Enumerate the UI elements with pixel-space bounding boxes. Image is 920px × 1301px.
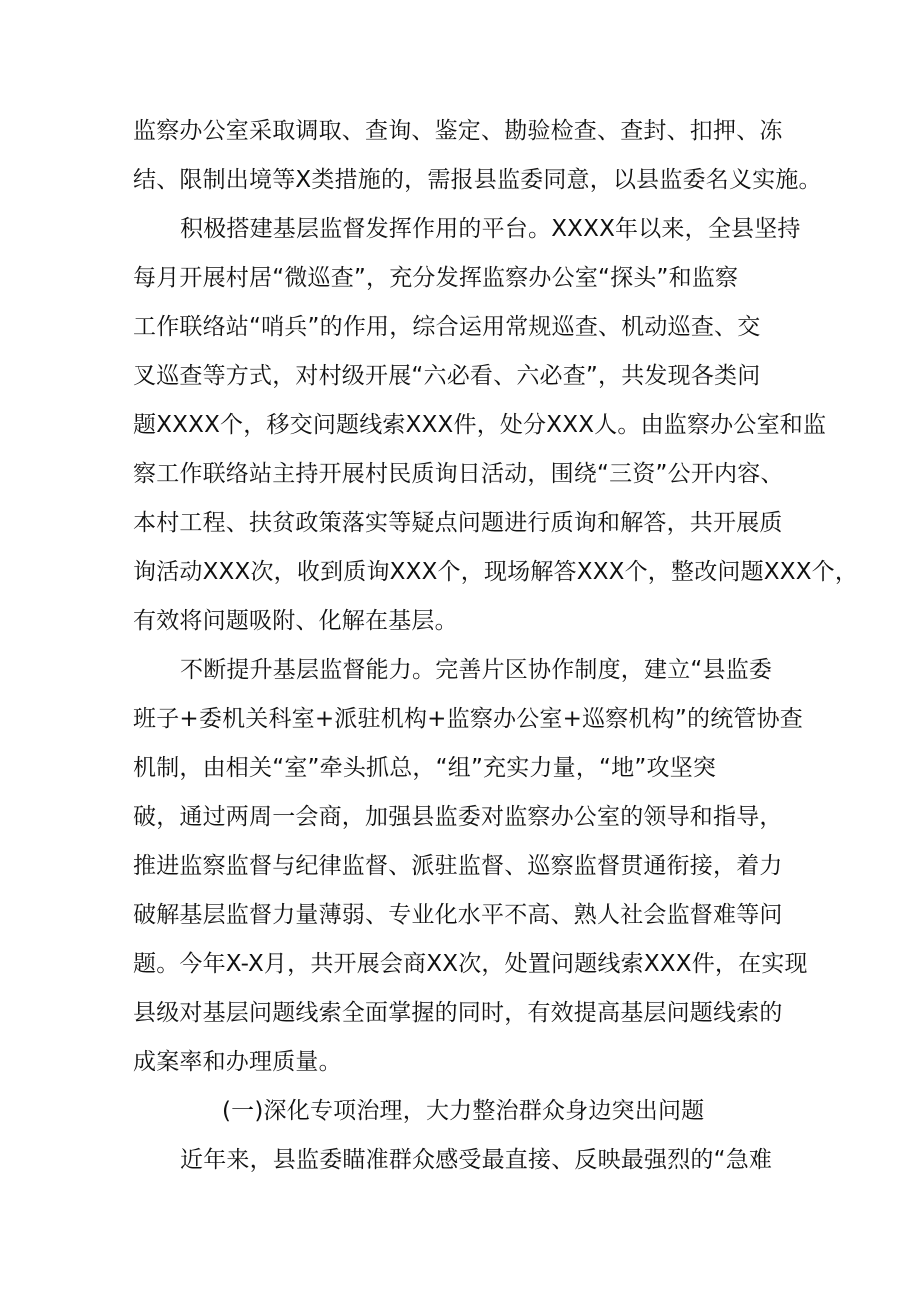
text-line: 察工作联络站主持开展村民质询日活动，围绕“三资”公开内容、: [133, 461, 784, 487]
text-line: 有效将问题吸附、化解在基层。: [133, 608, 458, 634]
text-line: 不断提升基层监督能力。完善片区协作制度，建立“县监委: [180, 657, 773, 683]
text-line: 县级对基层问题线索全面掌握的同时，有效提高基层问题线索的: [133, 1000, 783, 1026]
text-line: 积极搭建基层监督发挥作用的平台。XXXX年以来，全县坚持: [180, 216, 801, 242]
text-line: 监察办公室采取调取、查询、鉴定、勘验检查、查封、扣押、冻: [133, 118, 783, 144]
text-line: 成案率和办理质量。: [133, 1049, 342, 1075]
text-line: 工作联络站“哨兵”的作用，综合运用常规巡查、机动巡查、交: [133, 314, 761, 340]
text-line: 题。今年X-X月，共开展会商XX次，处置问题线索XXX件，在实现: [133, 951, 808, 977]
text-line: 破解基层监督力量薄弱、专业化水平不高、熟人社会监督难等问: [133, 902, 783, 928]
text-line: 询活动XXX次，收到质询XXX个，现场解答XXX个，整改问题XXX个，: [133, 559, 859, 585]
text-line: 近年来，县监委瞄准群众感受最直接、反映最强烈的“急难: [180, 1147, 773, 1173]
text-line: 叉巡查等方式，对村级开展“六必看、六必查”，共发现各类问: [133, 363, 761, 389]
text-line: 本村工程、扶贫政策落实等疑点问题进行质询和解答，共开展质: [133, 510, 783, 536]
text-line: 班子+委机关科室+派驻机构+监察办公室+巡察机构”的统管协查: [133, 706, 804, 732]
text-line: 结、限制出境等X类措施的，需报县监委同意，以县监委名义实施。: [133, 167, 822, 193]
text-line: 每月开展村居“微巡查”，充分发挥监察办公室“探头”和监察: [133, 265, 739, 291]
text-line: 题XXXX个，移交问题线索XXX件，处分XXX人。由监察办公室和监: [133, 412, 827, 438]
text-line: 机制，由相关“室”牵头抓总，“组”充实力量，“地”攻坚突: [133, 755, 717, 781]
section-heading: (一)深化专项治理，大力整治群众身边突出问题: [222, 1098, 705, 1124]
text-line: 破，通过两周一会商，加强县监委对监察办公室的领导和指导，: [133, 804, 783, 830]
text-line: 推进监察监督与纪律监督、派驻监督、巡察监督贯通衔接，着力: [133, 853, 783, 879]
